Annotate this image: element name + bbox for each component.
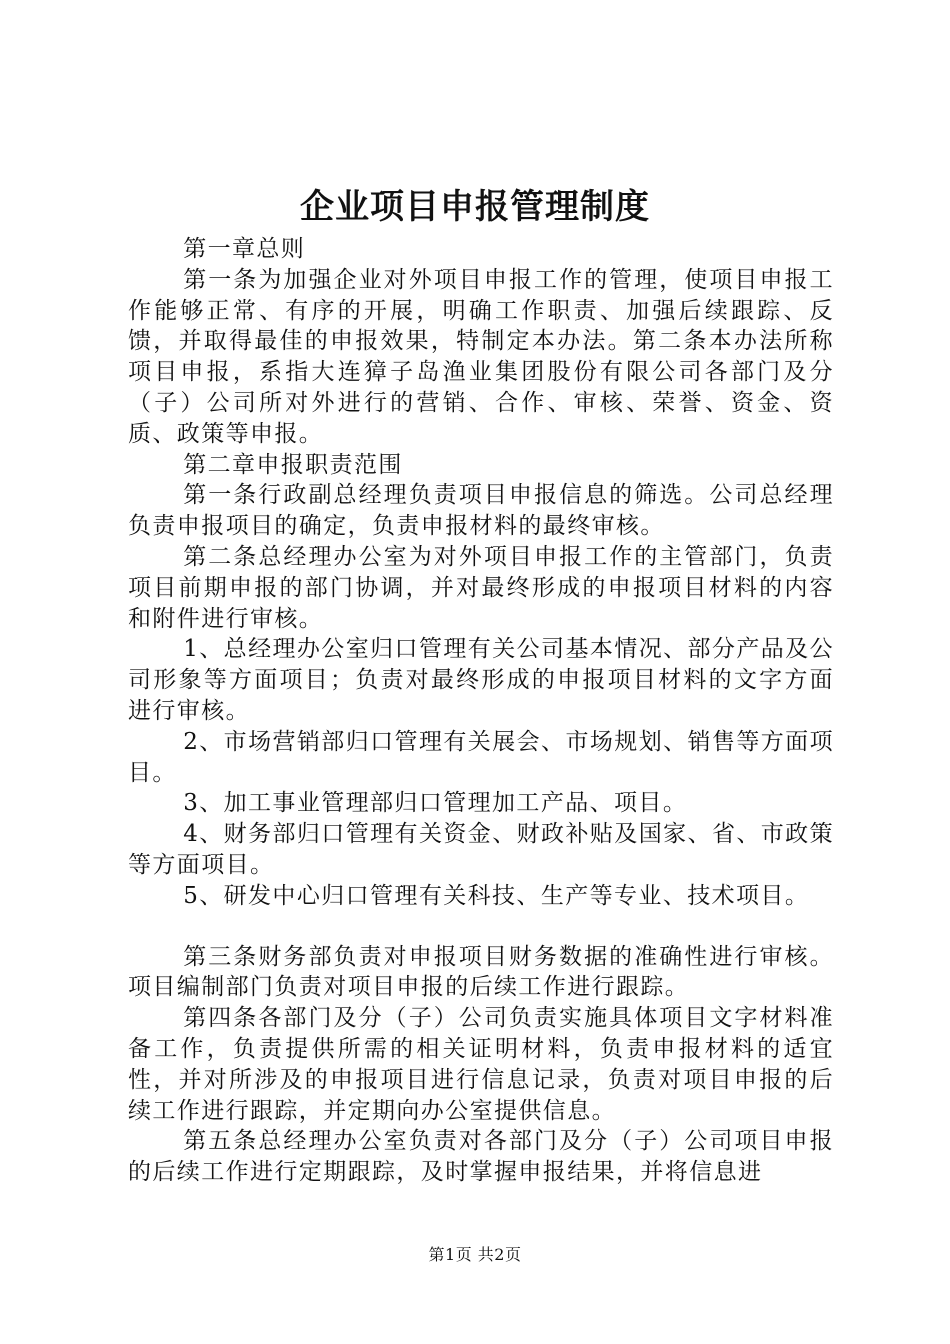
- body-paragraph: 第二条总经理办公室为对外项目申报工作的主管部门，负责项目前期申报的部门协调，并对最终形成的申报项目材料的内容和附件进行审核。: [128, 543, 834, 632]
- list-item: 3、加工事业管理部归口管理加工产品、项目。: [183, 790, 688, 817]
- body-paragraph: 第四条各部门及分（子）公司负责实施具体项目文字材料准备工作，负责提供所需的相关证明材料，负责申报材料的适宜性，并对所涉及的申报项目进行信息记录，负责对项目申报的后续工作进行跟踪，并定期向办公室提供信息。: [128, 1005, 834, 1124]
- body-paragraph: 第一条行政副总经理负责项目申报信息的筛选。公司总经理负责申报项目的确定，负责申报材料的最终审核。: [128, 482, 834, 540]
- list-item: 2、市场营销部归口管理有关展会、市场规划、销售等方面项目。: [128, 728, 834, 786]
- chapter-heading: 第一章总则: [183, 236, 306, 262]
- list-item: 5、研发中心归口管理有关科技、生产等专业、技术项目。: [183, 882, 810, 909]
- chapter-heading: 第二章申报职责范围: [183, 451, 403, 478]
- document-title: 企业项目申报管理制度: [300, 187, 650, 227]
- body-paragraph: 第三条财务部负责对申报项目财务数据的准确性进行审核。项目编制部门负责对项目申报的后续工作进行跟踪。: [128, 943, 834, 1001]
- body-paragraph: 第五条总经理办公室负责对各部门及分（子）公司项目申报的后续工作进行定期跟踪，及时掌握申报结果，并将信息进: [128, 1128, 834, 1186]
- paragraph-gap: [128, 912, 834, 942]
- list-item: 1、总经理办公室归口管理有关公司基本情况、部分产品及公司形象等方面项目；负责对最终形成的申报项目材料的文字方面进行审核。: [128, 636, 834, 724]
- document-body: [128, 234, 834, 1188]
- body-paragraph: 第一条为加强企业对外项目申报工作的管理，使项目申报工作能够正常、有序的开展，明确工作职责、加强后续跟踪、反馈，并取得最佳的申报效果，特制定本办法。第二条本办法所称项目申报，系指大连獐子岛渔业集团股份有限公司各部门及分（子）公司所对外进行的营销、合作、审核、荣誉、资金、资质、政策等申报。: [128, 266, 834, 447]
- page-number: 第1页 共2页: [428, 1245, 522, 1264]
- list-item: 4、财务部归口管理有关资金、财政补贴及国家、省、市政策等方面项目。: [128, 821, 834, 878]
